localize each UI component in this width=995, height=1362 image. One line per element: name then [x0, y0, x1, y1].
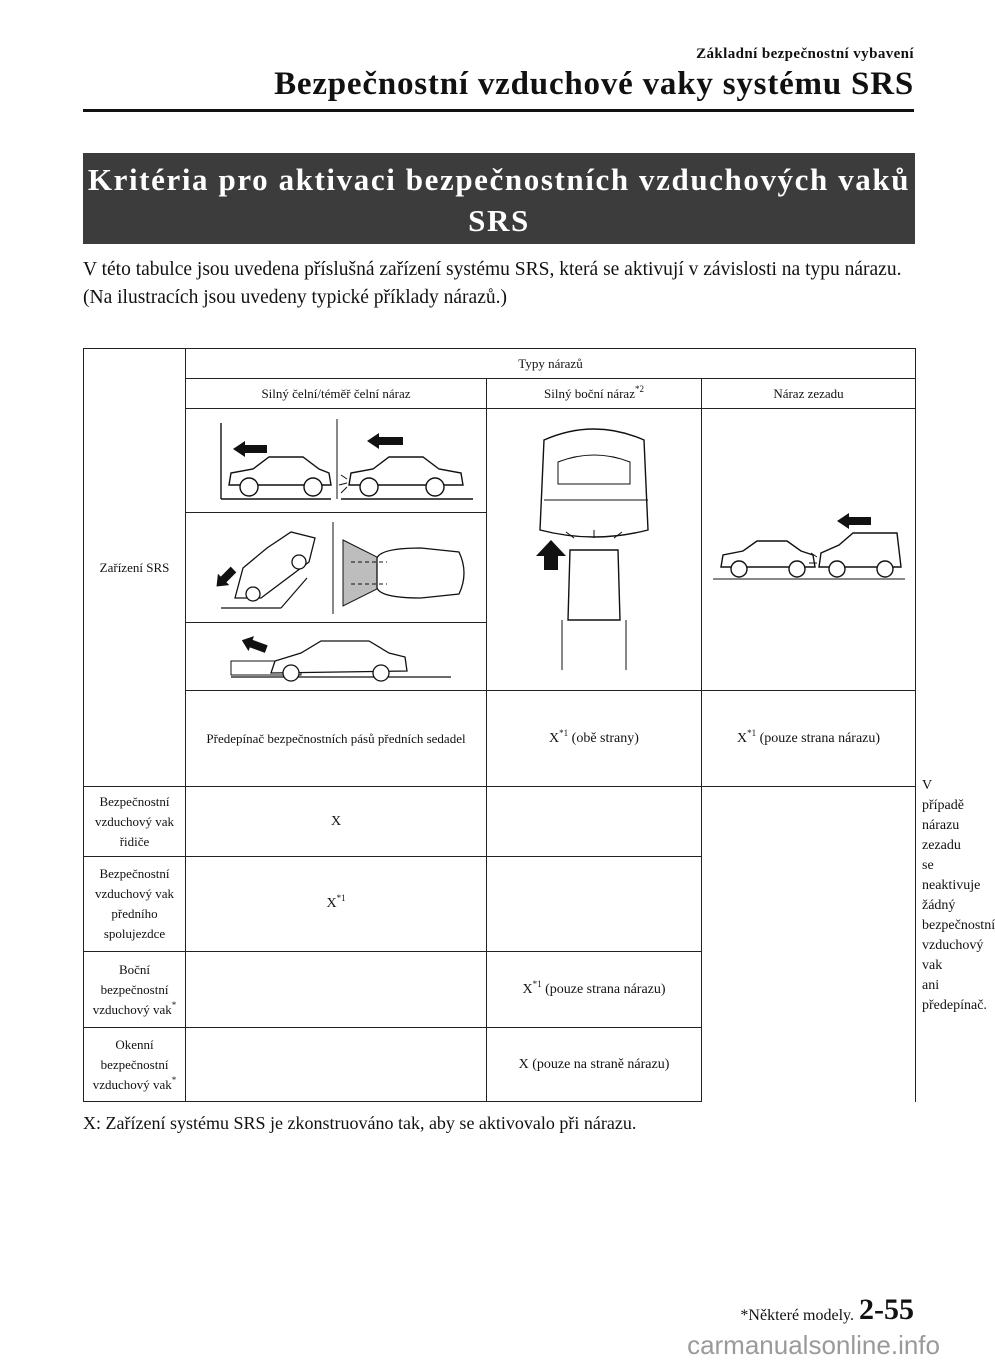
row-device-passenger-airbag: [84, 857, 186, 952]
intro-paragraph-1: V této tabulce jsou uvedena příslušná zařízení systému SRS, která se aktivují v závislosti na typu nárazu.: [83, 259, 902, 280]
row-curtain-airbag-front: [186, 1028, 487, 1102]
angled-and-offset-impact-illustration: [191, 518, 481, 618]
rear-impact-illustration: [702, 409, 916, 691]
row-device-driver-airbag-label: Bezpečnostní vzduchový vak řidiče: [94, 793, 175, 849]
row-device-curtain-airbag-sup: *: [171, 1074, 177, 1085]
underride-impact-illustration: [191, 627, 481, 687]
section-banner: [83, 153, 915, 244]
table-legend: X: Zařízení systému SRS je zkonstruováno tak, aby se aktivovalo při nárazu.: [83, 1113, 637, 1133]
column-header-rear-label: Náraz zezadu: [773, 385, 844, 401]
column-header-side-sup: *2: [634, 383, 644, 394]
row-device-passenger-airbag-label: Bezpečnostní vzduchový vak předního spolujezdce: [94, 866, 175, 941]
row-side-airbag-side: [487, 952, 702, 1028]
banner-line-1: Kritéria pro aktivaci bezpečnostních vzduchových vaků: [87, 162, 911, 197]
row-device-pretensioner: [186, 691, 487, 787]
device-header: Zařízení SRS: [84, 349, 186, 787]
column-header-side-label: Silný boční náraz: [544, 385, 635, 401]
row-driver-airbag-front-mark: X: [330, 813, 342, 829]
row-pretensioner-side-sup: *1: [747, 727, 757, 738]
impact-types-header: Typy nárazů: [186, 349, 916, 379]
row-passenger-airbag-front: [186, 857, 487, 952]
row-device-side-airbag-label: Boční bezpečnostní vzduchový vak: [92, 961, 172, 1017]
side-impact-illustration: [487, 409, 702, 691]
header-rule: [83, 109, 914, 112]
intro-text: [83, 256, 915, 312]
row-driver-airbag-front: [186, 787, 487, 857]
column-header-front-label: Silný čelní/téměř čelní náraz: [261, 385, 411, 401]
row-pretensioner-side: [702, 691, 916, 787]
row-device-pretensioner-label: Předepínač bezpečnostních pásů předních sedadel: [206, 730, 466, 746]
row-passenger-airbag-front-sup: *1: [336, 893, 346, 903]
column-header-side: [487, 379, 702, 409]
front-impact-illustration-3: [186, 623, 487, 691]
row-side-airbag-side-sup: *1: [532, 978, 542, 989]
row-device-curtain-airbag-label: Okenní bezpečnostní vzduchový vak: [92, 1036, 172, 1092]
column-header-front: [186, 379, 487, 409]
row-side-airbag-side-mark: X: [522, 981, 533, 997]
row-passenger-airbag-side: [487, 857, 702, 952]
row-driver-airbag-side: [487, 787, 702, 857]
row-curtain-airbag-side-mark: X (pouze na straně nárazu): [518, 1056, 670, 1072]
watermark: carmanualsonline.info: [687, 1330, 940, 1360]
row-pretensioner-front-mark: X: [549, 730, 560, 746]
row-pretensioner-side-note: (pouze strana nárazu): [756, 730, 881, 746]
banner-line-2: SRS: [468, 203, 530, 238]
row-device-side-airbag: [84, 952, 186, 1028]
side-impact-cars-illustration: [514, 420, 674, 680]
footnote-some-models: *Některé modely.: [740, 1307, 854, 1324]
row-pretensioner-front: [487, 691, 702, 787]
row-pretensioner-side-mark: X: [736, 730, 748, 746]
intro-paragraph-2: (Na ilustracích jsou uvedeny typické příklady nárazů.): [83, 287, 507, 308]
row-pretensioner-front-note: (obě strany): [568, 730, 639, 746]
page-title: Bezpečnostní vzduchové vaky systému SRS: [274, 66, 914, 102]
row-pretensioner-front-sup: *1: [559, 727, 569, 738]
row-side-airbag-front: [186, 952, 487, 1028]
rear-impact-cars-illustration: [709, 505, 909, 595]
row-device-side-airbag-sup: *: [171, 999, 177, 1010]
row-side-airbag-side-note: (pouze strana nárazu): [541, 981, 666, 997]
page-number: 2-55: [859, 1293, 914, 1326]
srs-activation-table: Zařízení SRS Typy nárazů Silný čelní/téměř čelní náraz Silný boční náraz$^{*2}$ Náraz zezadu Předepínač bezpečnostních pásů předních sedadel $X^{*1}$ (obě strany) $X^{*1}$ (pouze strana nárazu) V případě nárazu zezadu se neaktivuje žádný bezpečnostní vzduchový vak ani předepínač. Bezpečnostní vzduchový vak řidiče X Bezpečnostní vzduchový vak předního spolujezdce $X^{*1}$ Boční bezpečnostní vzduchový vak* $X^{*1}$ (pouze strana nárazu) Okenní bezpečnostní vzduchový vak* X (pouze na straně nárazu): [83, 348, 916, 1102]
frontal-barrier-cars-illustration: [191, 413, 481, 509]
row-device-driver-airbag: [84, 787, 186, 857]
front-impact-illustration-2: [186, 513, 487, 623]
row-passenger-airbag-front-mark: X: [326, 896, 337, 911]
front-impact-illustration-1: [186, 409, 487, 513]
row-device-curtain-airbag: [84, 1028, 186, 1102]
row-curtain-airbag-side: [487, 1028, 702, 1102]
column-header-rear: [702, 379, 916, 409]
section-label: Základní bezpečnostní vybavení: [696, 46, 914, 62]
